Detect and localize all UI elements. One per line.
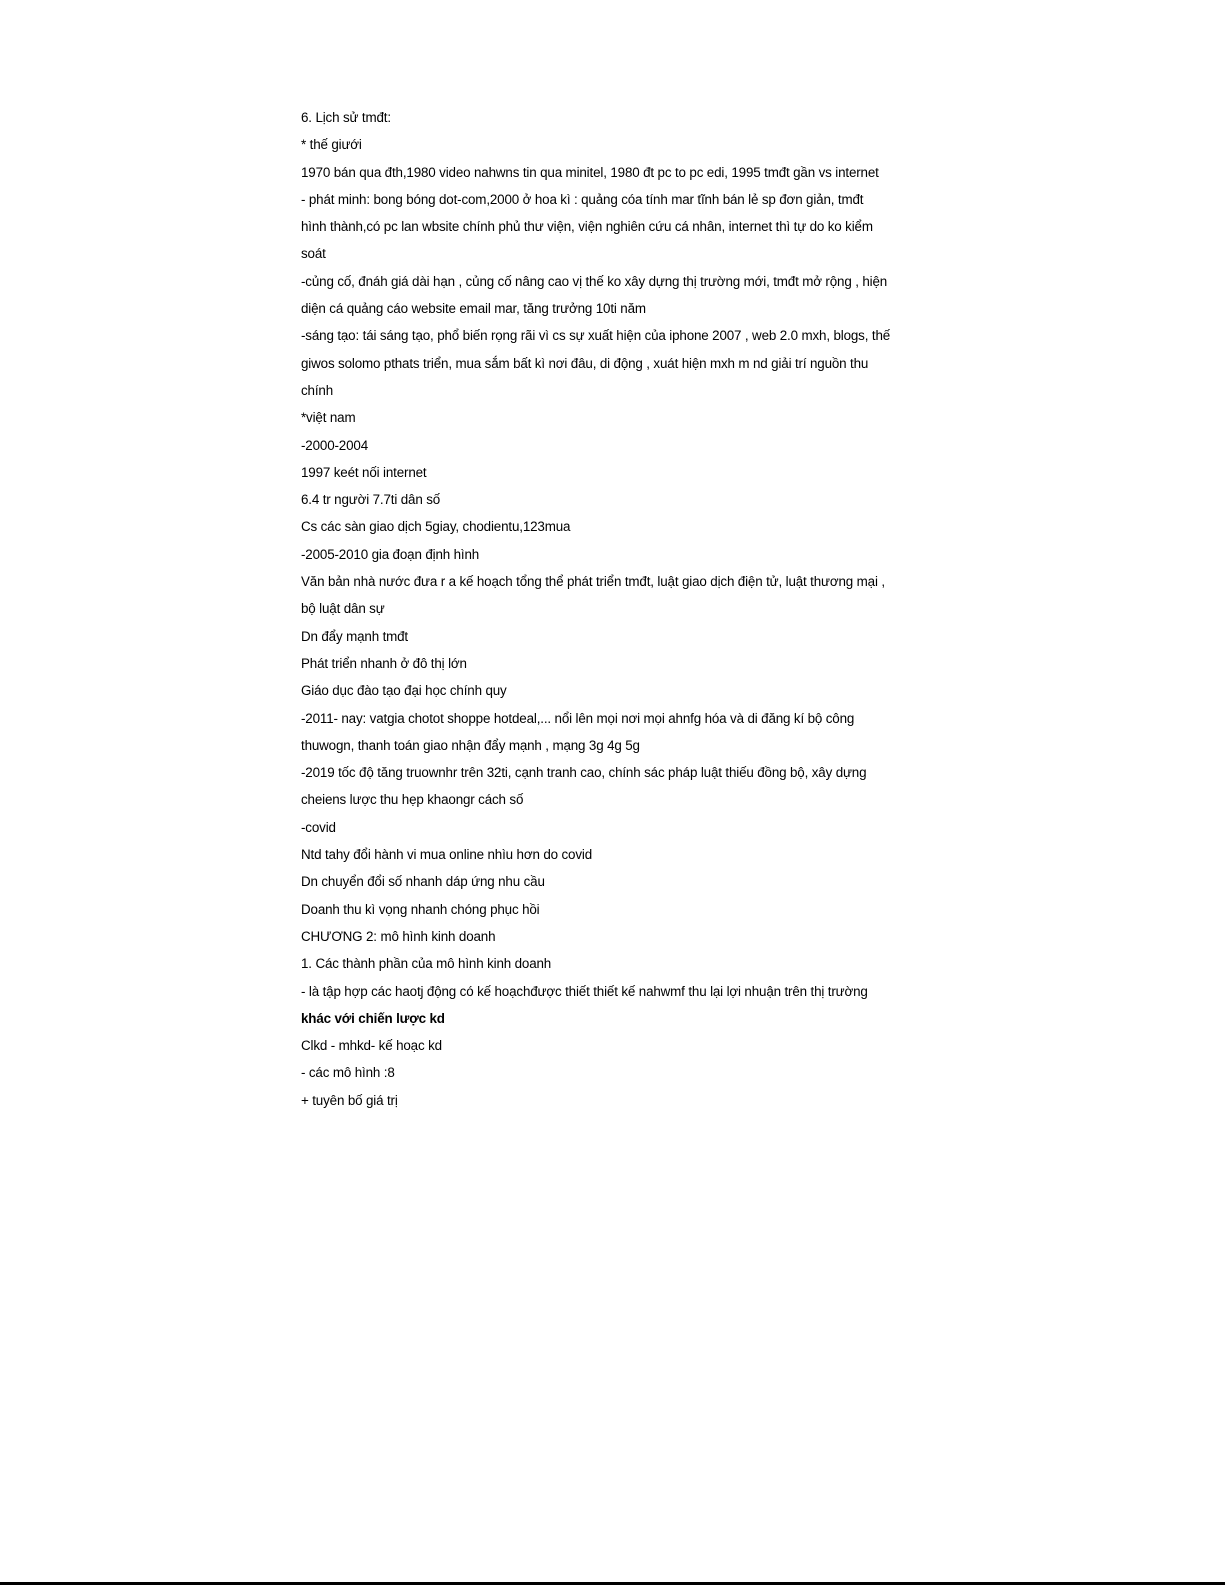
document-body <box>301 104 931 1114</box>
text-line: hình thành,có pc lan wbsite chính phủ thư viện, viện nghiên cứu cá nhân, internet thì tự do ko kiểm <box>301 219 873 235</box>
text-line: Clkd - mhkd- kế hoạc kd <box>301 1038 442 1054</box>
text-line: -2019 tốc độ tăng truownhr trên 32ti, cạnh tranh cao, chính sác pháp luật thiếu đồng bộ, xây dựng <box>301 765 867 781</box>
text-line: Phát triển nhanh ở đô thị lớn <box>301 655 467 671</box>
text-line: 1997 keét nối internet <box>301 464 427 480</box>
text-line: giwos solomo pthats triển, mua sắm bất kì nơi đâu, di động , xuát hiện mxh m nd giải trí nguồn thu <box>301 355 869 371</box>
text-line: Văn bản nhà nước đưa r a kế hoạch tổng thể phát triển tmđt, luật giao dịch điện tử, luật thương mại , <box>301 574 885 590</box>
text-line: khác với chiến lược kd <box>301 1010 445 1026</box>
text-line: soát <box>301 246 326 262</box>
text-line: Giáo dục đào tạo đại học chính quy <box>301 683 507 699</box>
text-line: - phát minh: bong bóng dot-com,2000 ở hoa kì : quảng cóa tính mar tĩnh bán lẻ sp đơn giản, tmđt <box>301 191 864 207</box>
text-line: -covid <box>301 819 336 835</box>
text-line: Dn đẩy mạnh tmđt <box>301 628 409 644</box>
text-line: + tuyên bố giá trị <box>301 1092 398 1108</box>
text-line: 6.4 tr người 7.7ti dân số <box>301 492 441 508</box>
text-line: 1. Các thành phần của mô hình kinh doanh <box>301 956 552 972</box>
text-line: bộ luật dân sự <box>301 601 385 617</box>
text-line: 1970 bán qua đth,1980 video nahwns tin qua minitel, 1980 đt pc to pc edi, 1995 tmđt gần vs internet <box>301 164 879 180</box>
text-line: Doanh thu kì vọng nhanh chóng phục hồi <box>301 901 540 917</box>
text-line: *việt nam <box>301 410 356 426</box>
text-line: * thế giưới <box>301 137 362 153</box>
text-line: thuwogn, thanh toán giao nhận đẩy mạnh , mạng 3g 4g 5g <box>301 737 640 753</box>
text-line: diện cá quảng cáo website email mar, tăng trưởng 10ti năm <box>301 301 646 317</box>
text-line: 6. Lịch sử tmđt: <box>301 110 391 125</box>
text-line: -2000-2004 <box>301 437 368 453</box>
text-line: - các mô hình :8 <box>301 1065 395 1081</box>
text-line: chính <box>301 382 334 398</box>
text-line: -2011- nay: vatgia chotot shoppe hotdeal,... nổi lên mọi nơi mọi ahnfg hóa và di đăng kí bộ công <box>301 710 855 726</box>
text-line: CHƯƠNG 2: mô hình kinh doanh <box>301 928 496 944</box>
text-line: Cs các sàn giao dịch 5giay, chodientu,123mua <box>301 519 571 535</box>
text-line: Ntd tahy đổi hành vi mua online nhìu hơn do covid <box>301 847 593 863</box>
text-line: -sáng tạo: tái sáng tạo, phổ biến rọng rãi vì cs sự xuất hiện của iphone 2007 , web 2.0 mxh, blogs, thế <box>301 328 891 344</box>
text-line: -củng cố, đnáh giá dài hạn , củng cố nâng cao vị thế ko xây dựng thị trường mới, tmđt mở rộng , hiện <box>301 273 888 289</box>
text-line: - là tập hợp các haotj động có kế hoạchđược thiết thiết kế nahwmf thu lại lợi nhuận trên thị trường <box>301 983 868 999</box>
text-line: cheiens lược thu hẹp khaongr cách số <box>301 792 524 808</box>
text-line: Dn chuyển đổi số nhanh dáp ứng nhu cầu <box>301 874 545 890</box>
text-line: -2005-2010 gia đoạn định hình <box>301 546 480 562</box>
